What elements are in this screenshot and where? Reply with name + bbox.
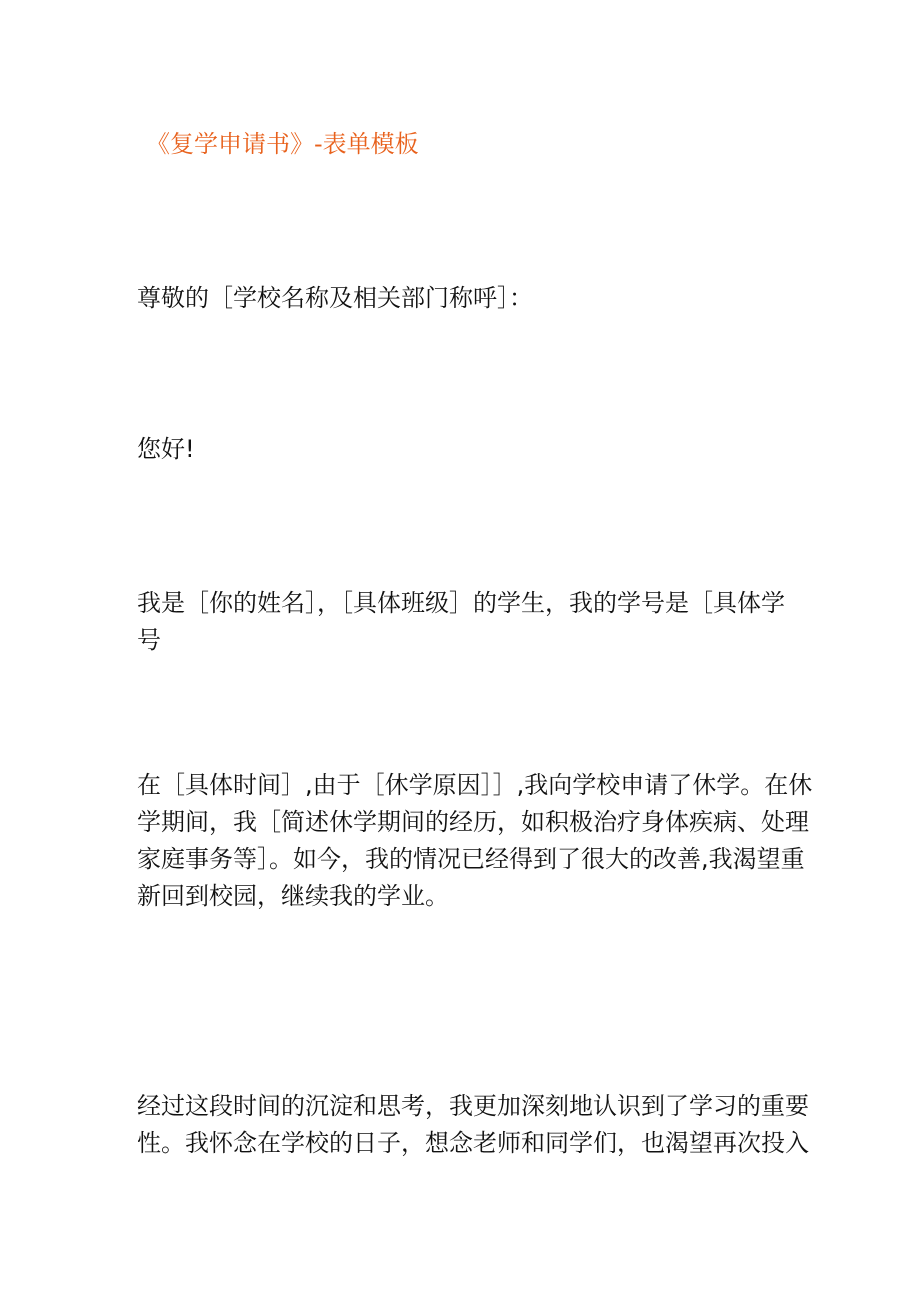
- greeting: 您好!: [137, 435, 195, 463]
- paragraph-line: 新回到校园，继续我的学业。: [137, 882, 449, 910]
- paragraph-line: 在［具体时间］,由于［休学原因］］,我向学校申请了休学。在休: [137, 771, 813, 799]
- paragraph-line: 家庭事务等］。如今，我的情况已经得到了很大的改善,我渴望重: [137, 845, 805, 873]
- paragraph-line: 性。我怀念在学校的日子，想念老师和同学们，也渴望再次投入: [137, 1129, 809, 1157]
- paragraph-identity: [137, 585, 793, 659]
- paragraph-line: 我是［你的姓名］，［具体班级］的学生，我的学号是［具体学: [137, 589, 785, 617]
- paragraph-line: 号: [137, 626, 161, 654]
- salutation: 尊敬的［学校名称及相关部门称呼］：: [137, 284, 533, 312]
- document-title: 《复学申请书》-表单模板: [146, 130, 419, 158]
- paragraph-suspension-reason: [137, 767, 813, 915]
- paragraph-line: 经过这段时间的沉淀和思考，我更加深刻地认识到了学习的重要: [137, 1092, 809, 1120]
- paragraph-reflection: [137, 1088, 809, 1162]
- paragraph-line: 学期间，我［简述休学期间的经历，如积极治疗身体疾病、处理: [137, 808, 809, 836]
